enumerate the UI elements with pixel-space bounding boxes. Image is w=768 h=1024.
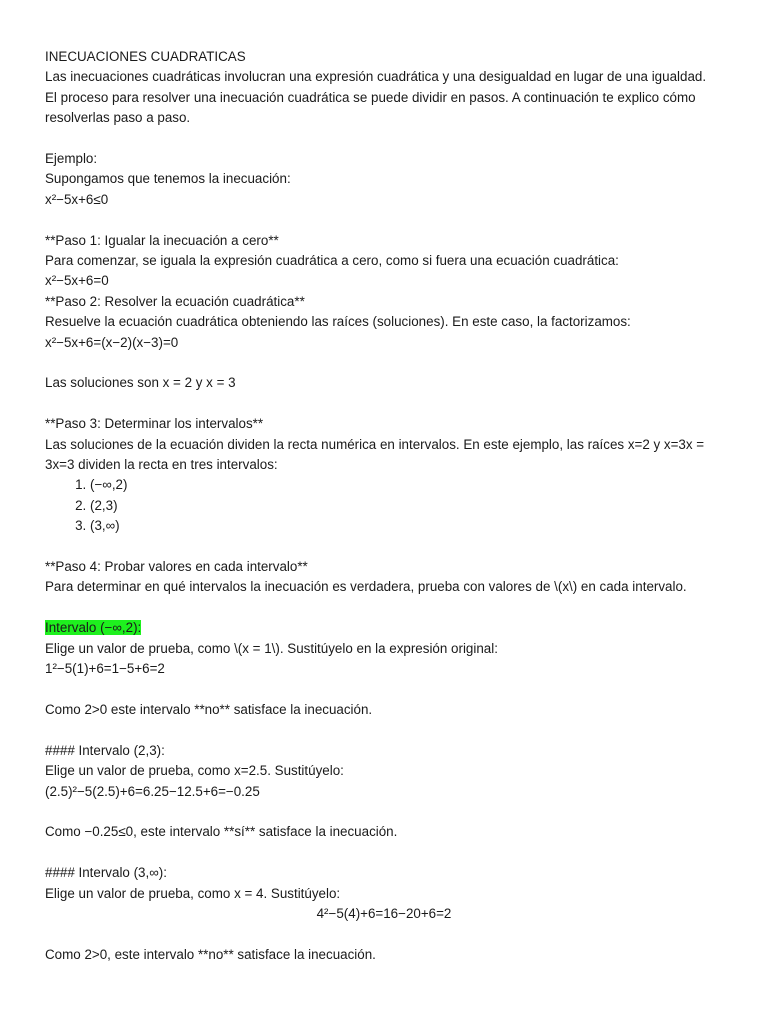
- ejemplo-text: Supongamos que tenemos la inecuación:: [45, 171, 291, 187]
- paso4-heading: **Paso 4: Probar valores en cada intervalo**: [45, 559, 308, 575]
- paso3-heading: **Paso 3: Determinar los intervalos**: [45, 416, 264, 432]
- interval-item: 3. (3,∞): [90, 516, 725, 536]
- intro-line-2: El proceso para resolver una inecuación cuadrática se puede dividir en pasos. A continuación te explico cómo: [45, 89, 696, 105]
- interval3-text: Elige un valor de prueba, como x = 4. Sustitúyelo:: [45, 885, 341, 901]
- paso3-text-1: Las soluciones de la ecuación dividen la recta numérica en intervalos. En este ejemplo, las raíces x=2 y x=3x =: [45, 436, 705, 452]
- interval2-conclusion: Como −0.25≤0, este intervalo **sí** satisface la inecuación.: [45, 824, 398, 840]
- interval1-expression: 1²−5(1)+6=1−5+6=2: [45, 661, 165, 677]
- ejemplo-label: Ejemplo:: [45, 151, 98, 167]
- paso3-text-2: 3x=3 dividen la recta en tres intervalos:: [45, 457, 278, 473]
- paso1-text: Para comenzar, se iguala la expresión cuadrática a cero, como si fuera una ecuación cuadrática:: [45, 253, 619, 269]
- interval1-text: Elige un valor de prueba, como \(x = 1\). Sustitúyelo en la expresión original:: [45, 640, 498, 656]
- document-title: INECUACIONES CUADRATICAS: [45, 49, 246, 64]
- interval3-expression: 4²−5(4)+6=16−20+6=2: [316, 905, 452, 921]
- interval-item: 2. (2,3): [90, 496, 725, 516]
- intro-line-1: Las inecuaciones cuadráticas involucran una expresión cuadrática y una desigualdad en lugar de una igualdad.: [45, 69, 707, 85]
- document-body: [45, 47, 725, 965]
- paso2-text: Resuelve la ecuación cuadrática obteniendo las raíces (soluciones). En este caso, la factorizamos:: [45, 314, 631, 330]
- paso4-text: Para determinar en qué intervalos la inecuación es verdadera, prueba con valores de \(x\) en cada intervalo.: [45, 579, 687, 595]
- intro-line-3: resolverlas paso a paso.: [45, 110, 191, 126]
- paso2-heading: **Paso 2: Resolver la ecuación cuadrática**: [45, 293, 305, 309]
- ejemplo-expression: x²−5x+6≤0: [45, 191, 109, 207]
- interval1-heading-highlight: Intervalo (−∞,2):: [45, 620, 142, 636]
- paso1-expression: x²−5x+6=0: [45, 273, 109, 289]
- paso1-heading: **Paso 1: Igualar la inecuación a cero**: [45, 232, 279, 248]
- interval3-conclusion: Como 2>0, este intervalo **no** satisface la inecuación.: [45, 946, 376, 962]
- interval3-heading: #### Intervalo (3,∞):: [45, 865, 167, 881]
- interval-item: 1. (−∞,2): [90, 475, 725, 495]
- intervals-list: [45, 475, 725, 536]
- interval2-expression: (2.5)²−5(2.5)+6=6.25−12.5+6=−0.25: [45, 783, 260, 799]
- interval1-conclusion: Como 2>0 este intervalo **no** satisface la inecuación.: [45, 701, 373, 717]
- interval2-heading: #### Intervalo (2,3):: [45, 742, 165, 758]
- interval2-text: Elige un valor de prueba, como x=2.5. Sustitúyelo:: [45, 763, 344, 779]
- paso2-expression: x²−5x+6=(x−2)(x−3)=0: [45, 334, 179, 350]
- soluciones-text: Las soluciones son x = 2 y x = 3: [45, 375, 236, 391]
